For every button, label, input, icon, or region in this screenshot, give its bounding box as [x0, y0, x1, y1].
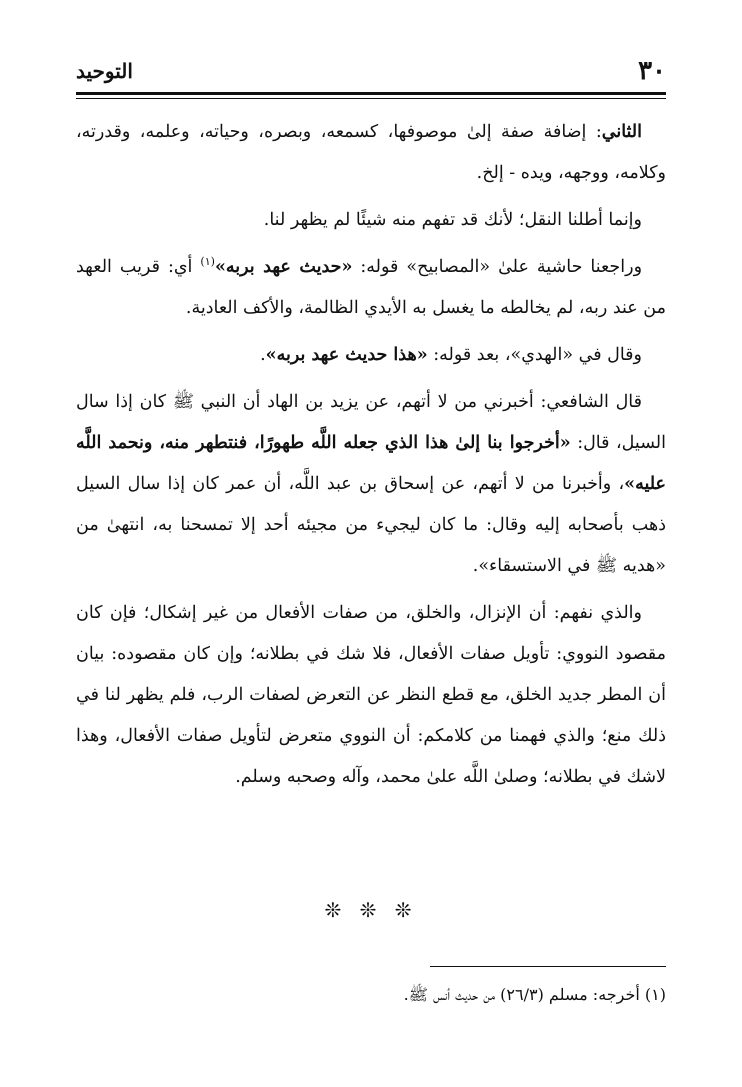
paragraph-5-pre: قال الشافعي: أخبرني من لا أتهم، عن يزيد بن الهاد أن النبي ﷺ كان إذا سال السيل، قال: [76, 392, 666, 453]
paragraph-5-quote: «أخرجوا بنا إلىٰ هذا الذي جعله اللَّه طهورًا، فنتطهر منه، ونحمد اللَّه عليه» [76, 433, 666, 494]
page-body [76, 112, 666, 804]
running-title: التوحيد [76, 59, 133, 83]
paragraph-1-heading: الثاني [601, 122, 642, 142]
paragraph-3-pre: وراجعنا حاشية علىٰ «المصابيح» قوله: [352, 257, 643, 277]
paragraph-1-text: : إضافة صفة إلىٰ موصوفها، كسمعه، وبصره، وحياته، وعلمه، وقدرته، وكلامه، ووجهه، ويده - إلخ. [76, 122, 666, 183]
paragraph-3-post: أي: قريب العهد من عند ربه، لم يخالطه ما يغسل به الأيدي الظالمة، والأكف العادية. [76, 257, 666, 318]
paragraph-3 [76, 247, 666, 329]
paragraph-4-post: . [260, 345, 266, 365]
paragraph-6-text: والذي نفهم: أن الإنزال، والخلق، من صفات الأفعال من غير إشكال؛ فإن كان مقصود النووي: تأويل صفات الأفعال، فلا شك في بطلانه؛ وإن كان مقصوده: بيان أن المطر جديد الخلق، مع قطع النظر عن التعرض لصفات الرب، فلم يظهر لنا في ذلك منع؛ والذي فهمنا من كلامكم: أن النووي متعرض لتأويل صفات الأفعال، وهذا لاشك في بطلانه؛ وصلىٰ اللَّه علىٰ محمد، وآله وصحبه وسلم. [76, 603, 666, 787]
paragraph-4-pre: وقال في «الهدي»، بعد قوله: [427, 345, 642, 365]
header-rule-thin [76, 98, 666, 99]
paragraph-5-post: ، وأخبرنا من لا أتهم، عن إسحاق بن عبد اللَّه، أن عمر كان إذا سال السيل ذهب بأصحابه إليه وقال: ما كان ليجيء من مجيئه أحد إلا تمسحنا به، انتهىٰ من «هديه ﷺ في الاستسقاء». [76, 474, 666, 576]
paragraph-2 [76, 200, 666, 241]
header-rule-thick [76, 92, 666, 95]
paragraph-3-quote: «حديث عهد بربه» [214, 257, 353, 277]
footnote: (١) أخرجه: مسلم (٢٦/٣) من حديث أنس ﷺ. [403, 985, 666, 1004]
page-header [76, 56, 666, 86]
paragraph-1 [76, 112, 666, 194]
paragraph-5 [76, 382, 666, 587]
paragraph-2-text: وإنما أطلنا النقل؛ لأنك قد تفهم منه شيئًا لم يظهر لنا. [263, 210, 642, 230]
footnote-reference[interactable]: (١) [200, 255, 215, 269]
paragraph-4 [76, 335, 666, 376]
section-separator: ❊ ❊ ❊ [324, 898, 418, 922]
paragraph-6 [76, 593, 666, 798]
footnote-rule [430, 966, 666, 967]
paragraph-4-quote: «هذا حديث عهد بربه» [265, 345, 428, 365]
page-number: ٣٠ [638, 56, 666, 86]
